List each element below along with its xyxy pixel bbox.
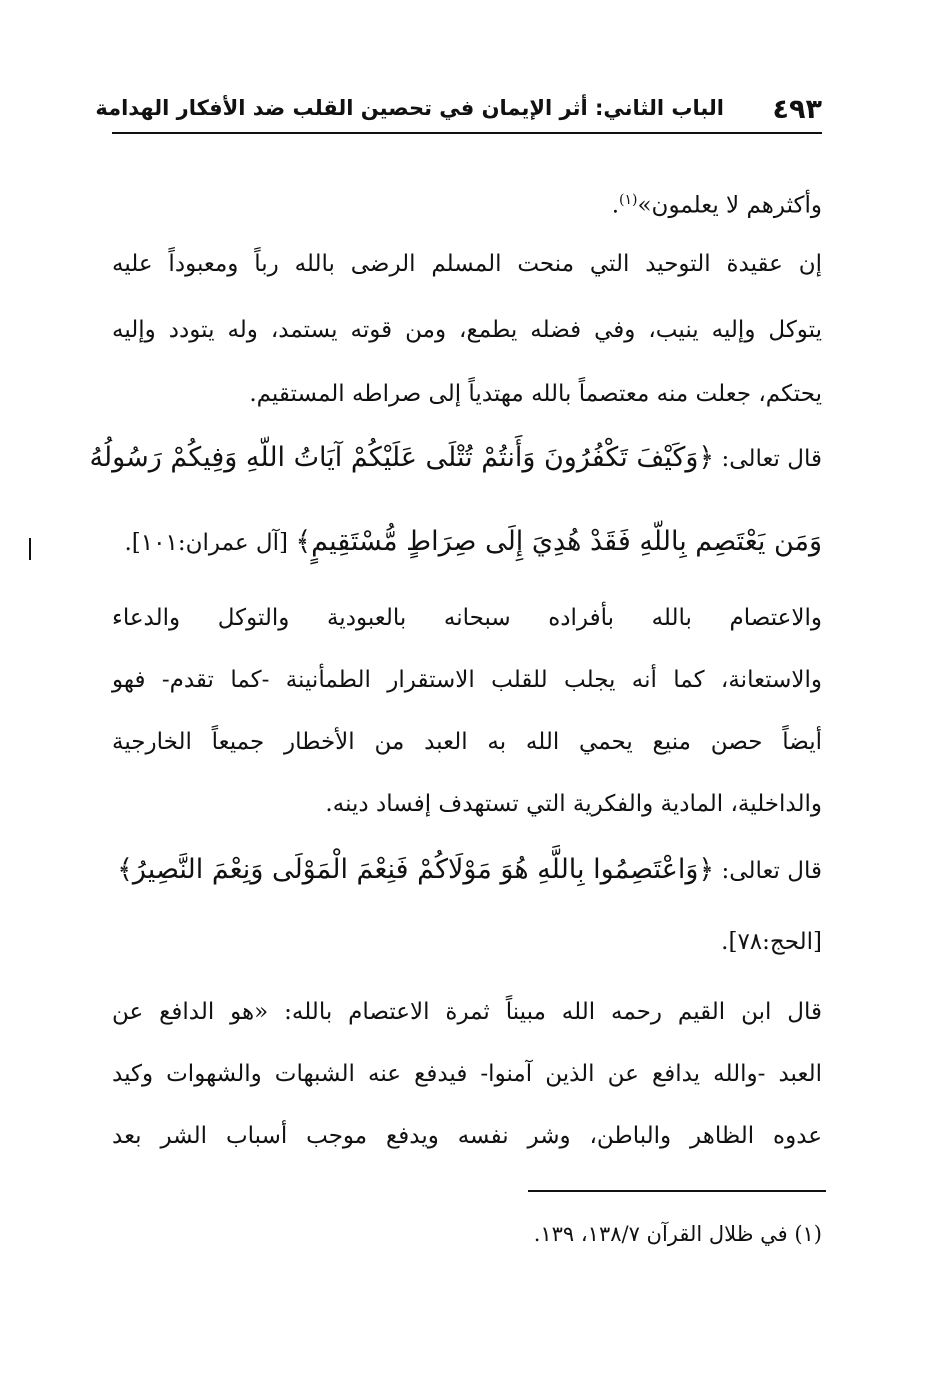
footnote-divider bbox=[528, 1190, 826, 1192]
paragraph-line: يحتكم، جعلت منه معتصماً بالله مهتدياً إلى صراطه المستقيم. bbox=[249, 381, 822, 407]
quran-verse: وَمَن يَعْتَصِم بِاللّهِ فَقَدْ هُدِيَ إِلَى صِرَاطٍ مُّسْتَقِيمٍ﴾ bbox=[295, 526, 822, 557]
paragraph-line: أيضاً حصن منيع يحمي الله به العبد من الأخطار جميعاً الخارجية bbox=[112, 729, 822, 755]
paragraph-line: يتوكل وإليه ينيب، وفي فضله يطمع، ومن قوته يستمد، وله يتودد وإليه bbox=[112, 317, 822, 343]
quote-end-text: وأكثرهم لا يعلمون» bbox=[637, 192, 822, 219]
paragraph-line: والاستعانة، كما أنه يجلب للقلب الاستقرار الطمأنينة -كما تقدم- فهو bbox=[112, 667, 822, 693]
paragraph-line: والاعتصام بالله بأفراده سبحانه بالعبودية والتوكل والدعاء bbox=[112, 605, 822, 631]
paragraph-line: عدوه الظاهر والباطن، وشر نفسه ويدفع موجب أسباب الشر بعد bbox=[112, 1123, 822, 1149]
running-title: الباب الثاني: أثر الإيمان في تحصين القلب ضد الأفكار الهدامة bbox=[95, 96, 724, 120]
verse-line bbox=[89, 438, 822, 478]
paragraph-line: قال ابن القيم رحمه الله مبيناً ثمرة الاعتصام بالله: «هو الدافع عن bbox=[112, 999, 822, 1025]
verse-reference: [آل عمران:١٠١]. bbox=[124, 530, 288, 556]
paragraph-line: العبد -والله يدافع عن الذين آمنوا- فيدفع عنه الشبهات والشهوات وكيد bbox=[112, 1061, 822, 1087]
continued-quote-line bbox=[612, 180, 822, 220]
verse-line bbox=[117, 850, 822, 890]
quran-verse: ﴿وَكَيْفَ تَكْفُرُونَ وَأَنتُمْ تُتْلَى عَلَيْكُمْ آيَاتُ اللّهِ وَفِيكُمْ رَسُولُهُ bbox=[89, 442, 715, 473]
footnote-ref: (١) bbox=[619, 192, 638, 208]
verse-line bbox=[125, 522, 823, 562]
paragraph-line: إن عقيدة التوحيد التي منحت المسلم الرضى بالله رباً ومعبوداً عليه bbox=[112, 251, 822, 277]
quote-end-period: . bbox=[611, 192, 620, 219]
paragraph-line: والداخلية، المادية والفكرية التي تستهدف إفساد دينه. bbox=[325, 791, 822, 817]
verse-intro: قال تعالى: bbox=[721, 446, 822, 472]
margin-mark bbox=[29, 538, 31, 560]
page-number: ٤٩٣ bbox=[772, 94, 822, 125]
verse-reference: [الحج:٧٨]. bbox=[721, 929, 822, 955]
footnote: (١) في ظلال القرآن ١٣٨/٧، ١٣٩. bbox=[533, 1222, 822, 1246]
quran-verse: ﴿وَاعْتَصِمُوا بِاللَّهِ هُوَ مَوْلَاكُمْ فَنِعْمَ الْمَوْلَى وَنِعْمَ النَّصِيرُ﴾ bbox=[117, 854, 715, 885]
verse-intro: قال تعالى: bbox=[721, 858, 822, 884]
page-header bbox=[95, 88, 822, 134]
